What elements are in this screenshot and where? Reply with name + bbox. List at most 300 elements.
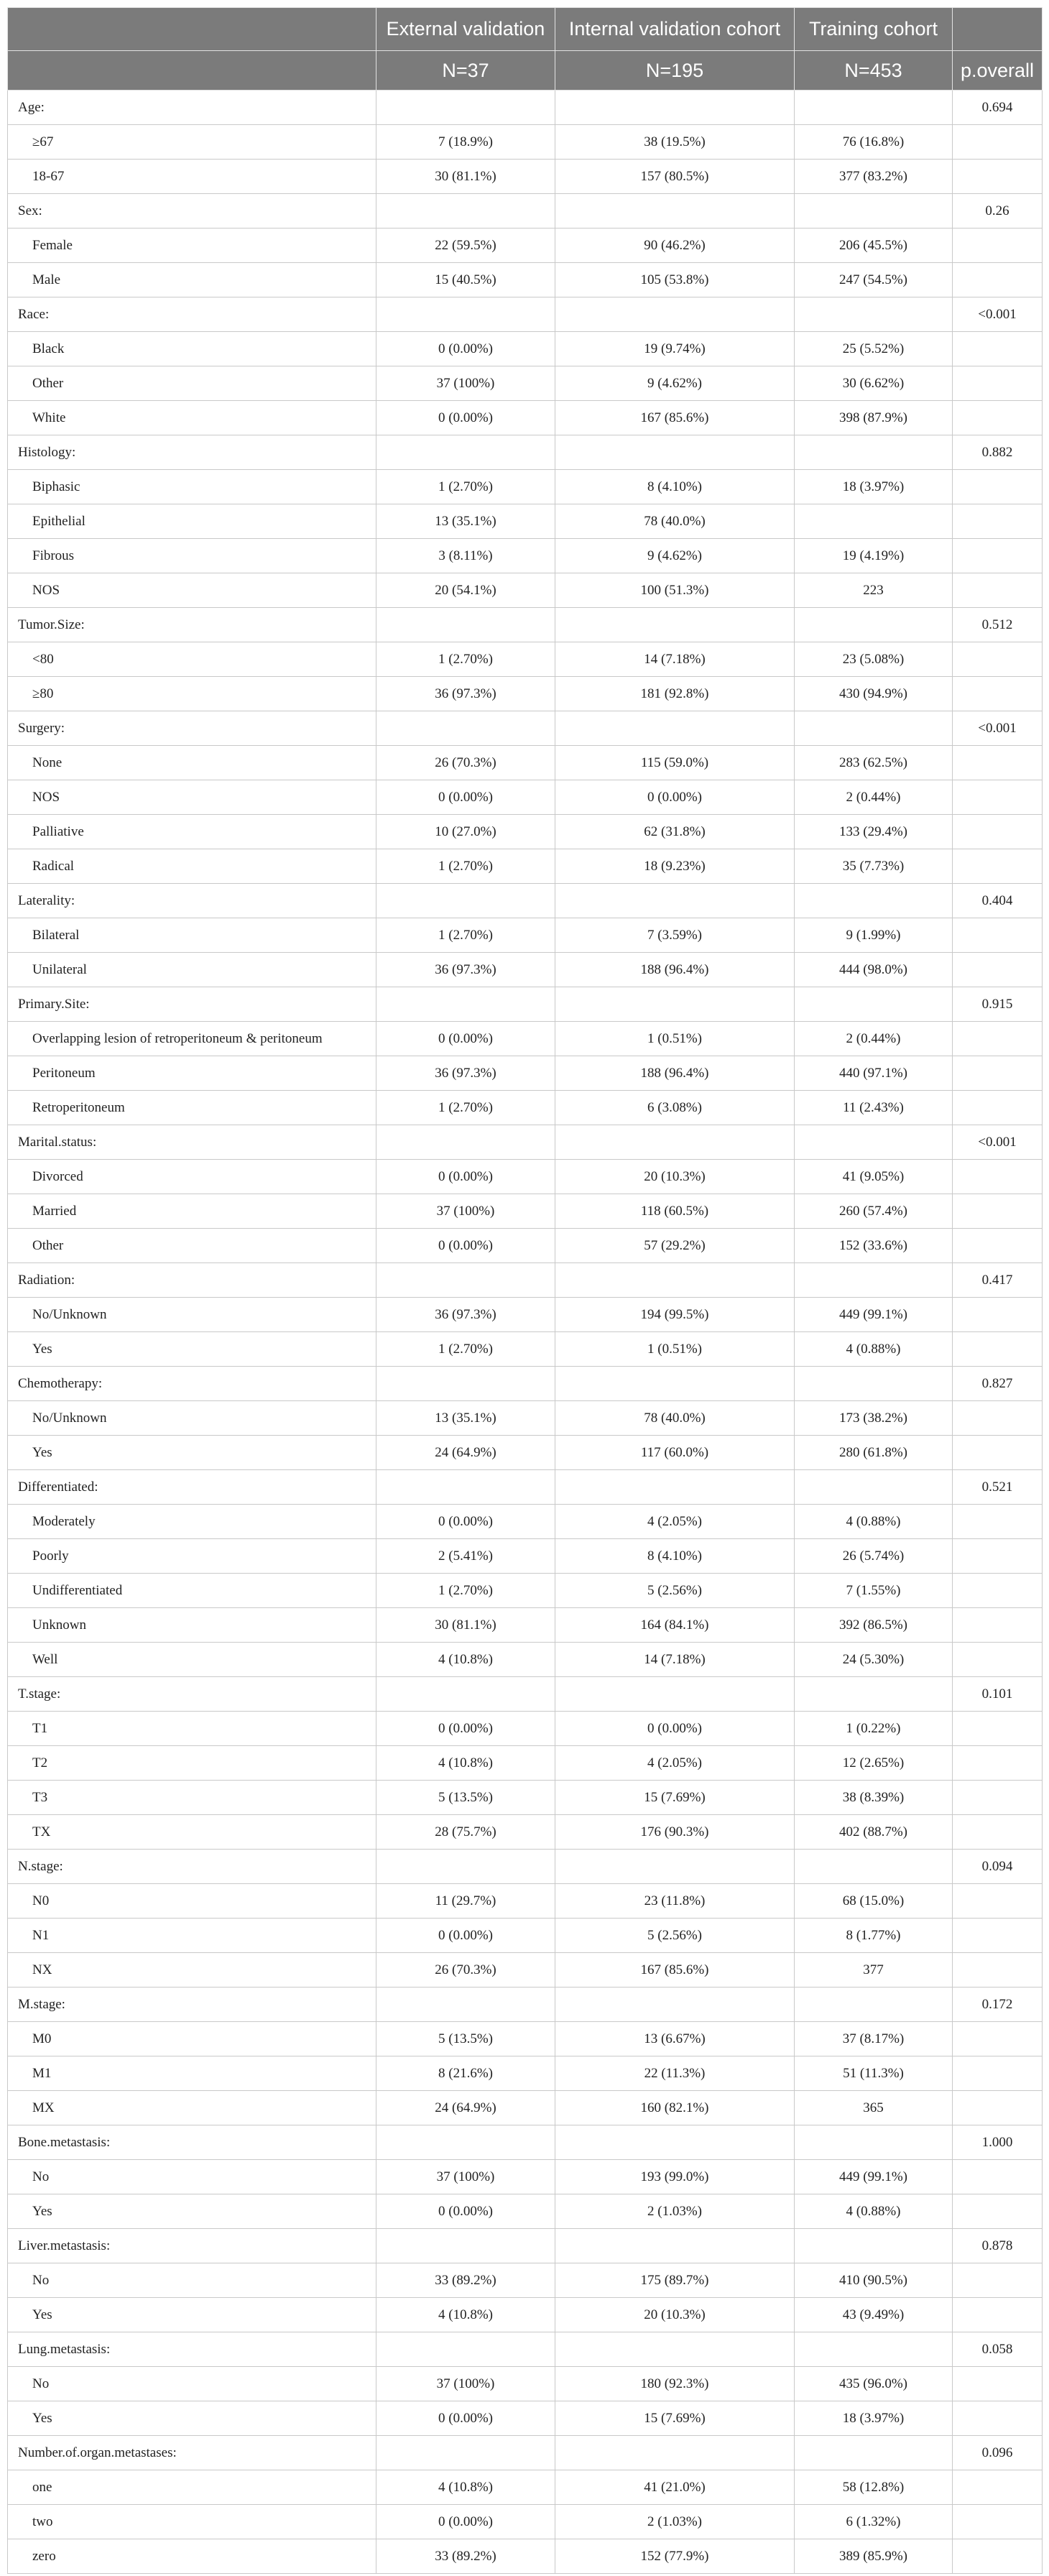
level-label: Bilateral — [8, 918, 376, 953]
variable-group-row — [8, 2436, 1043, 2470]
external-value: 37 (100%) — [376, 366, 555, 401]
training-value: 410 (90.5%) — [795, 2263, 953, 2298]
training-value — [795, 504, 953, 539]
internal-value: 2 (1.03%) — [555, 2194, 795, 2229]
external-value: 11 (29.7%) — [376, 1884, 555, 1919]
external-value: 5 (13.5%) — [376, 1781, 555, 1815]
level-label: T1 — [8, 1712, 376, 1746]
training-value: 173 (38.2%) — [795, 1401, 953, 1436]
level-row — [8, 1781, 1043, 1815]
empty-cell — [953, 1401, 1043, 1436]
level-row — [8, 1505, 1043, 1539]
external-value: 2 (5.41%) — [376, 1539, 555, 1574]
empty-cell — [795, 2229, 953, 2263]
empty-cell — [953, 953, 1043, 987]
training-value: 223 — [795, 573, 953, 608]
level-row — [8, 2367, 1043, 2401]
empty-cell — [795, 2125, 953, 2160]
variable-label: Bone.metastasis: — [8, 2125, 376, 2160]
level-label: Other — [8, 366, 376, 401]
internal-value: 167 (85.6%) — [555, 401, 795, 435]
training-value: 444 (98.0%) — [795, 953, 953, 987]
level-row — [8, 366, 1043, 401]
empty-cell — [376, 884, 555, 918]
empty-cell — [376, 1125, 555, 1160]
training-value: 206 (45.5%) — [795, 228, 953, 263]
empty-cell — [953, 1505, 1043, 1539]
level-label: Yes — [8, 1332, 376, 1367]
level-row — [8, 1919, 1043, 1953]
level-label: <80 — [8, 642, 376, 677]
training-value: 7 (1.55%) — [795, 1574, 953, 1608]
empty-cell — [953, 2298, 1043, 2332]
level-row — [8, 1815, 1043, 1850]
level-row — [8, 2470, 1043, 2505]
p-overall-value: 0.882 — [953, 435, 1043, 470]
header-count-internal: N=195 — [555, 51, 795, 91]
external-value: 3 (8.11%) — [376, 539, 555, 573]
external-value: 37 (100%) — [376, 2367, 555, 2401]
level-label: Other — [8, 1229, 376, 1263]
level-row — [8, 125, 1043, 160]
empty-cell — [376, 435, 555, 470]
internal-value: 4 (2.05%) — [555, 1505, 795, 1539]
level-row — [8, 2539, 1043, 2574]
level-label: zero — [8, 2539, 376, 2574]
level-label: NX — [8, 1953, 376, 1988]
empty-cell — [953, 2091, 1043, 2125]
level-row — [8, 2056, 1043, 2091]
internal-value: 8 (4.10%) — [555, 1539, 795, 1574]
empty-cell — [953, 228, 1043, 263]
level-label: Well — [8, 1643, 376, 1677]
training-value: 68 (15.0%) — [795, 1884, 953, 1919]
internal-value: 6 (3.08%) — [555, 1091, 795, 1125]
training-value: 30 (6.62%) — [795, 366, 953, 401]
empty-cell — [376, 1263, 555, 1298]
internal-value: 78 (40.0%) — [555, 1401, 795, 1436]
internal-value: 188 (96.4%) — [555, 953, 795, 987]
empty-cell — [953, 780, 1043, 815]
training-value: 12 (2.65%) — [795, 1746, 953, 1781]
variable-group-row — [8, 2229, 1043, 2263]
training-value: 377 — [795, 1953, 953, 1988]
training-value: 41 (9.05%) — [795, 1160, 953, 1194]
external-value: 22 (59.5%) — [376, 228, 555, 263]
external-value: 0 (0.00%) — [376, 1919, 555, 1953]
variable-label: T.stage: — [8, 1677, 376, 1712]
internal-value: 194 (99.5%) — [555, 1298, 795, 1332]
empty-cell — [953, 539, 1043, 573]
empty-cell — [953, 2505, 1043, 2539]
training-value: 435 (96.0%) — [795, 2367, 953, 2401]
level-label: TX — [8, 1815, 376, 1850]
level-row — [8, 573, 1043, 608]
level-label: No — [8, 2263, 376, 2298]
training-value: 392 (86.5%) — [795, 1608, 953, 1643]
external-value: 28 (75.7%) — [376, 1815, 555, 1850]
empty-cell — [555, 2436, 795, 2470]
empty-cell — [555, 1125, 795, 1160]
training-value: 26 (5.74%) — [795, 1539, 953, 1574]
empty-cell — [953, 160, 1043, 194]
level-row — [8, 918, 1043, 953]
empty-cell — [953, 1229, 1043, 1263]
level-label: NOS — [8, 780, 376, 815]
level-label: T2 — [8, 1746, 376, 1781]
training-value: 449 (99.1%) — [795, 1298, 953, 1332]
empty-cell — [953, 2056, 1043, 2091]
level-row — [8, 1712, 1043, 1746]
empty-cell — [953, 1332, 1043, 1367]
p-overall-value: <0.001 — [953, 711, 1043, 746]
p-overall-value: <0.001 — [953, 297, 1043, 332]
internal-value: 4 (2.05%) — [555, 1746, 795, 1781]
level-row — [8, 1229, 1043, 1263]
level-row — [8, 504, 1043, 539]
external-value: 24 (64.9%) — [376, 1436, 555, 1470]
internal-value: 180 (92.3%) — [555, 2367, 795, 2401]
training-value: 58 (12.8%) — [795, 2470, 953, 2505]
external-value: 0 (0.00%) — [376, 1160, 555, 1194]
internal-value: 115 (59.0%) — [555, 746, 795, 780]
training-value: 11 (2.43%) — [795, 1091, 953, 1125]
empty-cell — [953, 1160, 1043, 1194]
header-internal-validation: Internal validation cohort — [555, 8, 795, 51]
header-p-overall: p.overall — [953, 51, 1043, 91]
empty-cell — [376, 608, 555, 642]
level-label: Unilateral — [8, 953, 376, 987]
training-value: 9 (1.99%) — [795, 918, 953, 953]
training-value: 24 (5.30%) — [795, 1643, 953, 1677]
variable-group-row — [8, 297, 1043, 332]
p-overall-value: 0.417 — [953, 1263, 1043, 1298]
level-row — [8, 677, 1043, 711]
external-value: 20 (54.1%) — [376, 573, 555, 608]
training-value: 35 (7.73%) — [795, 849, 953, 884]
external-value: 30 (81.1%) — [376, 160, 555, 194]
empty-cell — [953, 2470, 1043, 2505]
p-overall-value: 0.101 — [953, 1677, 1043, 1712]
variable-group-row — [8, 2332, 1043, 2367]
internal-value: 176 (90.3%) — [555, 1815, 795, 1850]
training-value: 365 — [795, 2091, 953, 2125]
level-row — [8, 2022, 1043, 2056]
empty-cell — [795, 884, 953, 918]
empty-cell — [953, 470, 1043, 504]
level-label: N0 — [8, 1884, 376, 1919]
internal-value: 5 (2.56%) — [555, 1919, 795, 1953]
level-row — [8, 160, 1043, 194]
header-p-blank — [953, 8, 1043, 51]
level-row — [8, 1091, 1043, 1125]
training-value: 37 (8.17%) — [795, 2022, 953, 2056]
empty-cell — [376, 2125, 555, 2160]
header-count-training: N=453 — [795, 51, 953, 91]
variable-group-row — [8, 608, 1043, 642]
level-label: ≥80 — [8, 677, 376, 711]
empty-cell — [555, 297, 795, 332]
variable-group-row — [8, 1263, 1043, 1298]
level-row — [8, 2263, 1043, 2298]
empty-cell — [376, 2436, 555, 2470]
variable-group-row — [8, 1677, 1043, 1712]
level-label: Married — [8, 1194, 376, 1229]
empty-cell — [953, 1436, 1043, 1470]
training-value: 247 (54.5%) — [795, 263, 953, 297]
p-overall-value: 0.404 — [953, 884, 1043, 918]
level-row — [8, 746, 1043, 780]
training-value: 6 (1.32%) — [795, 2505, 953, 2539]
empty-cell — [795, 297, 953, 332]
external-value: 4 (10.8%) — [376, 2470, 555, 2505]
level-row — [8, 2160, 1043, 2194]
empty-cell — [953, 125, 1043, 160]
empty-cell — [376, 194, 555, 228]
variable-label: Age: — [8, 91, 376, 125]
p-overall-value: 0.512 — [953, 608, 1043, 642]
p-overall-value: 1.000 — [953, 2125, 1043, 2160]
training-value: 402 (88.7%) — [795, 1815, 953, 1850]
internal-value: 157 (80.5%) — [555, 160, 795, 194]
external-value: 4 (10.8%) — [376, 1643, 555, 1677]
empty-cell — [555, 2229, 795, 2263]
empty-cell — [953, 504, 1043, 539]
internal-value: 9 (4.62%) — [555, 539, 795, 573]
internal-value: 90 (46.2%) — [555, 228, 795, 263]
internal-value: 100 (51.3%) — [555, 573, 795, 608]
variable-label: Histology: — [8, 435, 376, 470]
training-value: 449 (99.1%) — [795, 2160, 953, 2194]
level-row — [8, 2298, 1043, 2332]
level-row — [8, 401, 1043, 435]
level-row — [8, 1436, 1043, 1470]
internal-value: 14 (7.18%) — [555, 642, 795, 677]
variable-group-row — [8, 711, 1043, 746]
internal-value: 175 (89.7%) — [555, 2263, 795, 2298]
variable-group-row — [8, 435, 1043, 470]
variable-label: Marital.status: — [8, 1125, 376, 1160]
empty-cell — [555, 987, 795, 1022]
training-value: 4 (0.88%) — [795, 2194, 953, 2229]
external-value: 1 (2.70%) — [376, 1091, 555, 1125]
level-row — [8, 1643, 1043, 1677]
level-label: No/Unknown — [8, 1401, 376, 1436]
empty-cell — [795, 194, 953, 228]
empty-cell — [953, 642, 1043, 677]
training-value: 76 (16.8%) — [795, 125, 953, 160]
external-value: 1 (2.70%) — [376, 642, 555, 677]
p-overall-value: 0.827 — [953, 1367, 1043, 1401]
internal-value: 15 (7.69%) — [555, 1781, 795, 1815]
variable-label: M.stage: — [8, 1988, 376, 2022]
external-value: 37 (100%) — [376, 2160, 555, 2194]
empty-cell — [555, 1677, 795, 1712]
empty-cell — [555, 1470, 795, 1505]
external-value: 0 (0.00%) — [376, 1712, 555, 1746]
empty-cell — [953, 1815, 1043, 1850]
level-row — [8, 1608, 1043, 1643]
level-row — [8, 1401, 1043, 1436]
empty-cell — [953, 1056, 1043, 1091]
level-label: Radical — [8, 849, 376, 884]
internal-value: 1 (0.51%) — [555, 1332, 795, 1367]
internal-value: 0 (0.00%) — [555, 780, 795, 815]
training-value: 2 (0.44%) — [795, 1022, 953, 1056]
empty-cell — [795, 91, 953, 125]
empty-cell — [555, 884, 795, 918]
level-row — [8, 1884, 1043, 1919]
empty-cell — [795, 1125, 953, 1160]
empty-cell — [953, 2367, 1043, 2401]
level-label: Yes — [8, 2298, 376, 2332]
training-value: 19 (4.19%) — [795, 539, 953, 573]
external-value: 26 (70.3%) — [376, 1953, 555, 1988]
training-value: 18 (3.97%) — [795, 2401, 953, 2436]
external-value: 13 (35.1%) — [376, 1401, 555, 1436]
empty-cell — [555, 194, 795, 228]
internal-value: 1 (0.51%) — [555, 1022, 795, 1056]
level-label: NOS — [8, 573, 376, 608]
external-value: 13 (35.1%) — [376, 504, 555, 539]
empty-cell — [376, 1677, 555, 1712]
level-row — [8, 780, 1043, 815]
training-value: 440 (97.1%) — [795, 1056, 953, 1091]
empty-cell — [953, 1643, 1043, 1677]
variable-group-row — [8, 1125, 1043, 1160]
variable-label: Laterality: — [8, 884, 376, 918]
external-value: 5 (13.5%) — [376, 2022, 555, 2056]
empty-cell — [953, 1091, 1043, 1125]
empty-cell — [795, 2436, 953, 2470]
level-label: two — [8, 2505, 376, 2539]
empty-cell — [376, 91, 555, 125]
internal-value: 188 (96.4%) — [555, 1056, 795, 1091]
external-value: 37 (100%) — [376, 1194, 555, 1229]
external-value: 0 (0.00%) — [376, 332, 555, 366]
p-overall-value: <0.001 — [953, 1125, 1043, 1160]
level-label: Biphasic — [8, 470, 376, 504]
internal-value: 22 (11.3%) — [555, 2056, 795, 2091]
empty-cell — [953, 1953, 1043, 1988]
variable-group-row — [8, 1470, 1043, 1505]
training-value: 2 (0.44%) — [795, 780, 953, 815]
empty-cell — [795, 1988, 953, 2022]
level-row — [8, 849, 1043, 884]
external-value: 15 (40.5%) — [376, 263, 555, 297]
empty-cell — [953, 849, 1043, 884]
empty-cell — [953, 918, 1043, 953]
level-label: Yes — [8, 2401, 376, 2436]
level-row — [8, 2401, 1043, 2436]
empty-cell — [555, 1850, 795, 1884]
empty-cell — [376, 987, 555, 1022]
variable-label: Chemotherapy: — [8, 1367, 376, 1401]
level-row — [8, 953, 1043, 987]
empty-cell — [953, 1194, 1043, 1229]
external-value: 24 (64.9%) — [376, 2091, 555, 2125]
p-overall-value: 0.521 — [953, 1470, 1043, 1505]
level-row — [8, 1953, 1043, 1988]
empty-cell — [376, 1470, 555, 1505]
empty-cell — [953, 2160, 1043, 2194]
variable-label: Radiation: — [8, 1263, 376, 1298]
internal-value: 5 (2.56%) — [555, 1574, 795, 1608]
level-label: No/Unknown — [8, 1298, 376, 1332]
internal-value: 9 (4.62%) — [555, 366, 795, 401]
external-value: 1 (2.70%) — [376, 470, 555, 504]
empty-cell — [555, 1988, 795, 2022]
external-value: 0 (0.00%) — [376, 401, 555, 435]
training-value: 25 (5.52%) — [795, 332, 953, 366]
internal-value: 8 (4.10%) — [555, 470, 795, 504]
variable-group-row — [8, 1367, 1043, 1401]
empty-cell — [795, 1367, 953, 1401]
empty-cell — [953, 1884, 1043, 1919]
level-label: No — [8, 2160, 376, 2194]
variable-label: Race: — [8, 297, 376, 332]
p-overall-value: 0.694 — [953, 91, 1043, 125]
level-label: Poorly — [8, 1539, 376, 1574]
p-overall-value: 0.096 — [953, 2436, 1043, 2470]
external-value: 0 (0.00%) — [376, 1229, 555, 1263]
empty-cell — [953, 1022, 1043, 1056]
empty-cell — [953, 2263, 1043, 2298]
p-overall-value: 0.058 — [953, 2332, 1043, 2367]
level-label: MX — [8, 2091, 376, 2125]
empty-cell — [953, 366, 1043, 401]
p-overall-value: 0.26 — [953, 194, 1043, 228]
external-value: 1 (2.70%) — [376, 1332, 555, 1367]
level-label: N1 — [8, 1919, 376, 1953]
variable-label: Differentiated: — [8, 1470, 376, 1505]
external-value: 7 (18.9%) — [376, 125, 555, 160]
training-value: 430 (94.9%) — [795, 677, 953, 711]
empty-cell — [795, 987, 953, 1022]
level-row — [8, 642, 1043, 677]
empty-cell — [953, 1574, 1043, 1608]
external-value: 1 (2.70%) — [376, 849, 555, 884]
training-value: 4 (0.88%) — [795, 1505, 953, 1539]
training-value: 8 (1.77%) — [795, 1919, 953, 1953]
empty-cell — [795, 1850, 953, 1884]
internal-value: 13 (6.67%) — [555, 2022, 795, 2056]
training-value: 51 (11.3%) — [795, 2056, 953, 2091]
training-value: 398 (87.9%) — [795, 401, 953, 435]
variable-label: Surgery: — [8, 711, 376, 746]
internal-value: 14 (7.18%) — [555, 1643, 795, 1677]
variable-group-row — [8, 194, 1043, 228]
external-value: 4 (10.8%) — [376, 1746, 555, 1781]
empty-cell — [376, 1850, 555, 1884]
external-value: 30 (81.1%) — [376, 1608, 555, 1643]
variable-group-row — [8, 2125, 1043, 2160]
internal-value: 167 (85.6%) — [555, 1953, 795, 1988]
level-row — [8, 1539, 1043, 1574]
level-row — [8, 2505, 1043, 2539]
header-external-validation: External validation — [376, 8, 555, 51]
external-value: 36 (97.3%) — [376, 953, 555, 987]
external-value: 36 (97.3%) — [376, 677, 555, 711]
level-row — [8, 2091, 1043, 2125]
p-overall-value: 0.094 — [953, 1850, 1043, 1884]
level-row — [8, 470, 1043, 504]
external-value: 36 (97.3%) — [376, 1298, 555, 1332]
level-label: Epithelial — [8, 504, 376, 539]
level-row — [8, 263, 1043, 297]
level-row — [8, 1298, 1043, 1332]
level-label: 18-67 — [8, 160, 376, 194]
